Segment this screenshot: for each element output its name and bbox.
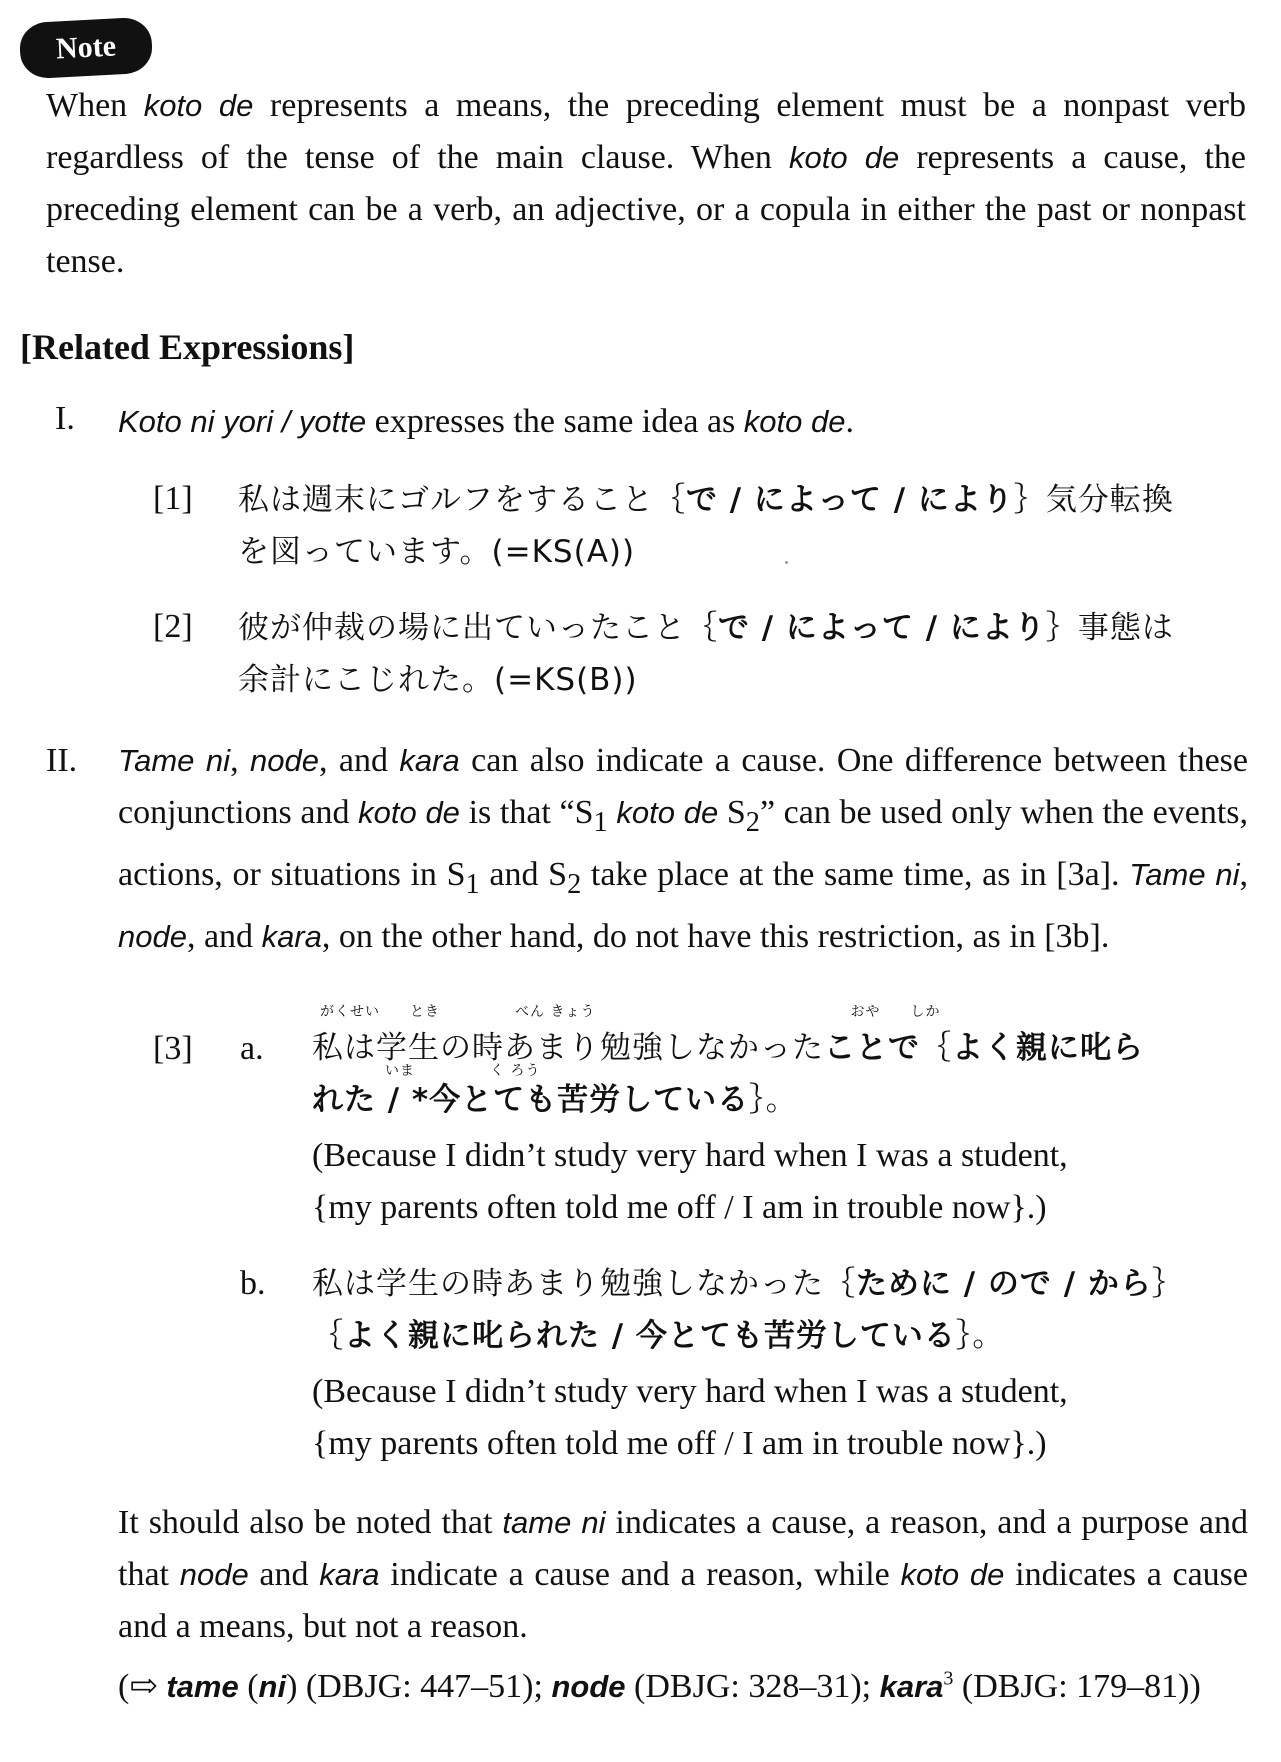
example-3a-furigana-1: がくせい とき べん きょう おや しか: [320, 1004, 941, 1020]
note-paragraph: When koto de represents a means, the preceding element must be a nonpast verb regardless of the tense of the main clause. When koto de represents a cause, the preceding element can be a verb, an adjective, or a copula in either the past or nonpast tense.: [46, 87, 1246, 280]
section-number-2: II.: [46, 742, 78, 779]
section-2-text: Tame ni, node, and kara can also indicate a cause. One difference between these conjunctions and koto de is that “$S_1$ koto de $S_2$” can be used only when the events, actions, or situations in $S_1$ and $S_2$ take place at the same time, as in [3a]. Tame ni, node, and kara, on the other hand, do not have this restriction, as in [3b].: [118, 742, 1249, 955]
example-3a-translation-1: (Because I didn’t study very hard when I was a student,: [312, 1137, 1068, 1174]
example-2-number: [2]: [153, 608, 193, 645]
closing-paragraph: It should also be noted that tame ni indicates a cause, a reason, and a purpose and that node and kara indicate a cause and a reason, while koto de indicates a cause and a means, but not a reason. (⇨ tame (ni) (DBJG: 447–51); node (DBJG: 328–31); kara$^3$ (DBJG: 179–81)): [118, 1504, 1249, 1706]
example-1-number: [1]: [153, 480, 193, 517]
example-1-line-2: を図っています。(=KS(A)): [238, 534, 636, 570]
speck: [785, 561, 788, 564]
section-heading: [Related Expressions]: [20, 327, 355, 367]
example-3b-line-1: 私は学生の時あまり勉強しなかった｛ために / ので / から｝: [312, 1266, 1184, 1302]
example-3a-line-2: れた / *今とても苦労している｝。: [312, 1082, 798, 1118]
example-3b-label: b.: [240, 1265, 266, 1302]
cross-reference: (⇨ tame (ni) (DBJG: 447–51); node (DBJG: 328–31); kara$^3$ (DBJG: 179–81)): [118, 1668, 1201, 1706]
example-3a-label: a.: [240, 1030, 264, 1067]
example-3a-translation-2: {my parents often told me off / I am in trouble now}.): [312, 1189, 1047, 1226]
example-3b-line-2: ｛よく親に叱られた / 今とても苦労している｝。: [312, 1318, 1005, 1354]
example-3a-furigana-2: いま く ろう: [340, 1063, 541, 1079]
example-2-line-2: 余計にこじれた。(=KS(B)): [238, 662, 638, 698]
example-3-number: [3]: [153, 1030, 193, 1067]
section-1-text: Koto ni yori / yotte expresses the same idea as koto de.: [118, 403, 854, 440]
example-3a-line-1: 私は学生の時あまり勉強しなかったことで｛よく親に叱ら: [312, 1030, 1144, 1066]
section-number-1: I.: [55, 400, 75, 437]
example-1-line-1: 私は週末にゴルフをすること｛で / によって / により｝気分転換: [238, 482, 1174, 518]
example-3b-translation-2: {my parents often told me off / I am in trouble now}.): [312, 1425, 1047, 1462]
note-badge: Note: [19, 17, 154, 80]
example-2-line-1: 彼が仲裁の場に出ていったこと｛で / によって / により｝事態は: [238, 610, 1174, 646]
example-3b-translation-1: (Because I didn’t study very hard when I was a student,: [312, 1373, 1068, 1410]
